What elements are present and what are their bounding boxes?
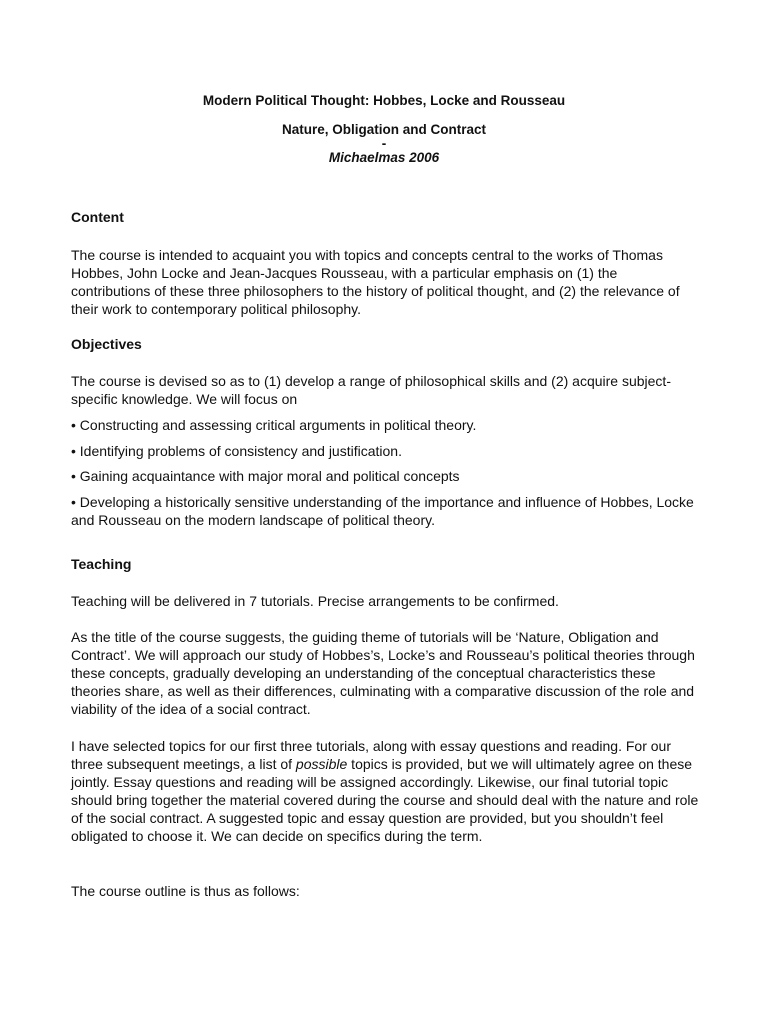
objectives-heading: Objectives: [71, 336, 142, 352]
objective-bullet-4: • Developing a historically sensitive understanding of the importance and influence of Hobbes, Locke and Rousseau on the modern landscape of political theory.: [71, 494, 694, 528]
objective-bullet-1: • Constructing and assessing critical arguments in political theory.: [71, 417, 477, 433]
teaching-heading: Teaching: [71, 556, 132, 572]
teaching-paragraph-3-part-1: I have selected topics for our first three tutorials, along with essay questions and reading. For our three subsequent meetings, a list of: [71, 738, 671, 772]
content-heading: Content: [71, 209, 124, 225]
objective-bullet-3: • Gaining acquaintance with major moral and political concepts: [71, 468, 460, 484]
teaching-paragraph-1: Teaching will be delivered in 7 tutorials. Precise arrangements to be confirmed.: [71, 593, 559, 609]
course-term: Michaelmas 2006: [328, 150, 440, 165]
emphasis-possible: possible: [295, 756, 348, 772]
title-separator: -: [381, 136, 387, 151]
teaching-paragraph-3-part-2: topics is provided, but we will ultimately agree on these jointly. Essay questions and reading will be assigned accordingly. Likewise, our final tutorial topic should bring together the material covered during the course and should deal with the nature and role of the social contract. A suggested topic and essay question are provided, but you shouldn’t feel obligated to choose it. We can decide on specifics during the term.: [71, 756, 699, 844]
objective-bullet-2: • Identifying problems of consistency and justification.: [71, 443, 402, 459]
teaching-paragraph-4: The course outline is thus as follows:: [71, 883, 300, 899]
objectives-intro: The course is devised so as to (1) develop a range of philosophical skills and (2) acquire subject-specific knowledge. We will focus on: [71, 373, 671, 407]
teaching-paragraph-3: [71, 737, 699, 845]
course-subtitle: Nature, Obligation and Contract: [281, 122, 486, 137]
course-title: Modern Political Thought: Hobbes, Locke and Rousseau: [202, 93, 566, 108]
title-block: [0, 92, 768, 166]
content-paragraph: The course is intended to acquaint you with topics and concepts central to the works of Thomas Hobbes, John Locke and Jean-Jacques Rousseau, with a particular emphasis on (1) the contributions of these three philosophers to the history of political thought, and (2) the relevance of their work to contemporary political philosophy.: [71, 247, 680, 317]
teaching-paragraph-2: As the title of the course suggests, the guiding theme of tutorials will be ‘Nature, Obligation and Contract’. We will approach our study of Hobbes’s, Locke’s and Rousseau’s political theories through these concepts, gradually developing an understanding of the conceptual characteristics these theories share, as well as their differences, culminating with a comparative discussion of the role and viability of the idea of a social contract.: [71, 629, 695, 717]
